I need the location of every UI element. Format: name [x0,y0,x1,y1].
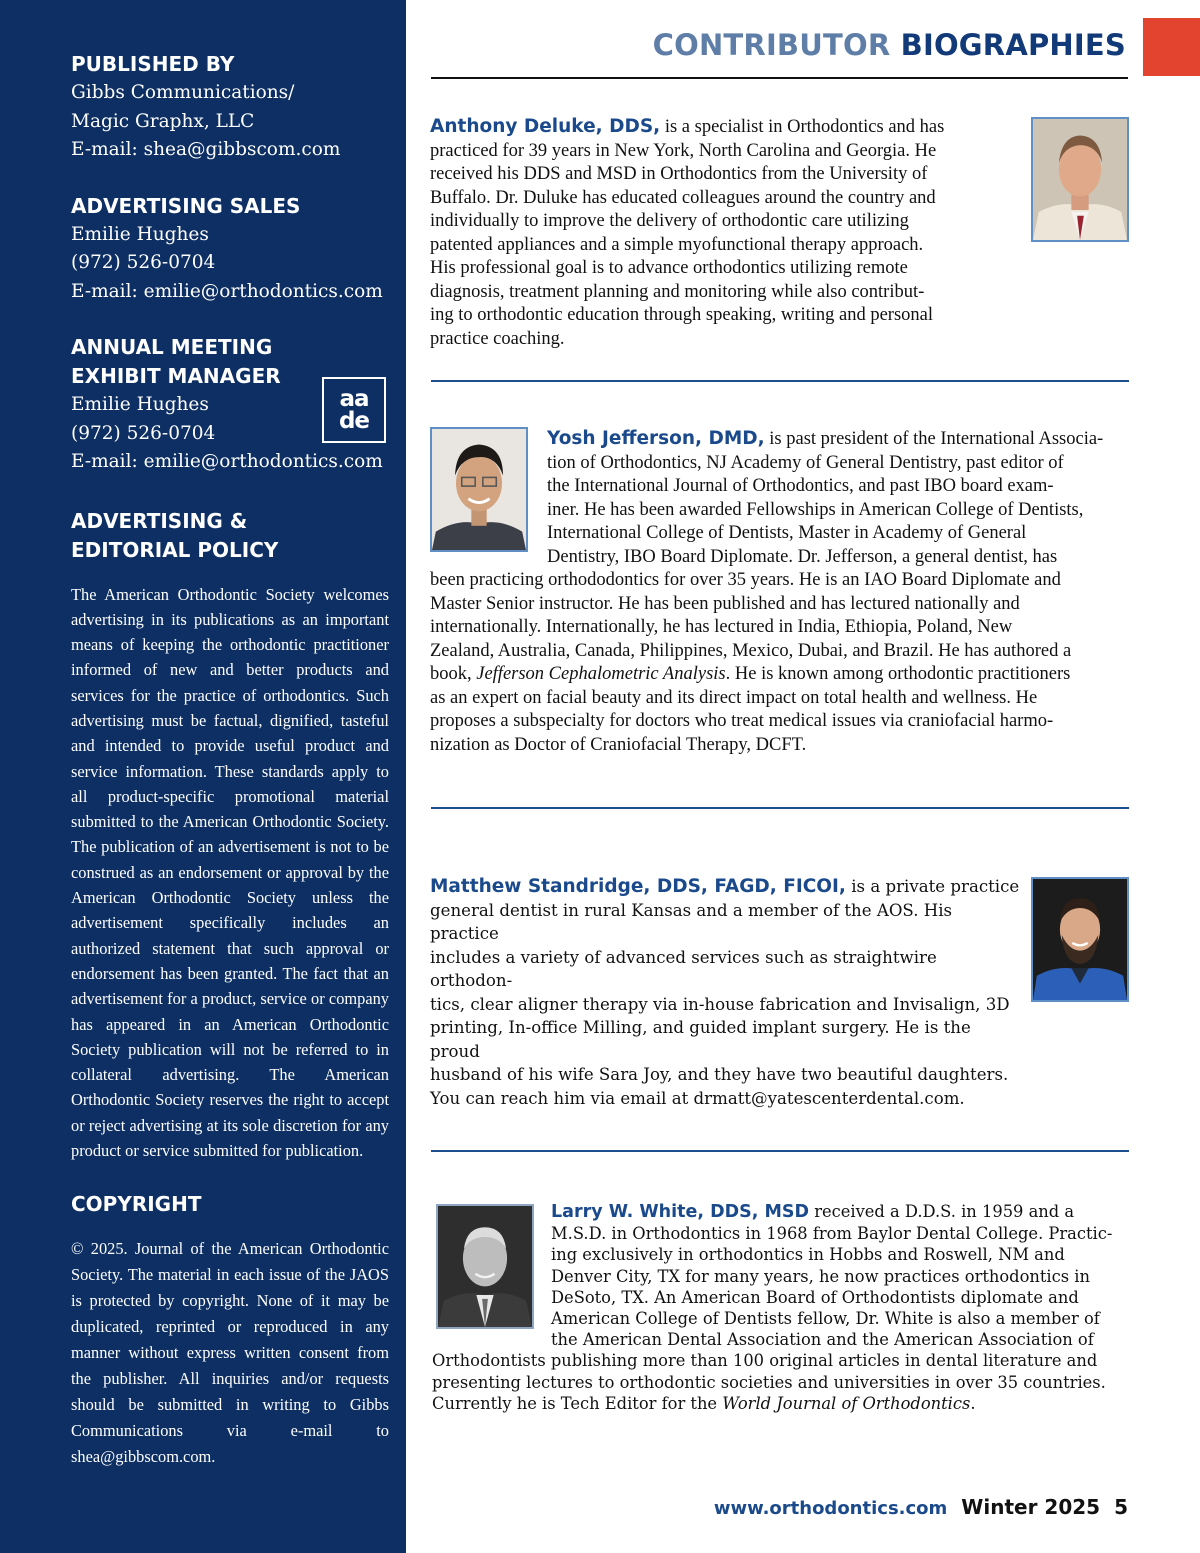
portrait-photo [1031,117,1129,242]
bio-name: Yosh Jefferson, DMD, [547,428,765,449]
copyright-text: © 2025. Journal of the American Orthodontic Society. The material in each issue of the JAOS is protected by copyright. None of it may be duplicated, reprinted or reproduced in any manner without express written consent from the publisher. All inquiries and/or requests should be submitted in writing to Gibbs Communications via e-mail to shea@gibbscom.com. [71,1239,389,1467]
issue-label: Winter 2025 [961,1495,1101,1519]
sales-contact-email[interactable]: E-mail: emilie@orthodontics.com [71,280,383,302]
logo-text: aa [339,386,369,412]
publisher-line: Gibbs Communications/ [71,82,295,103]
bio-text-line: ing to orthodontic education through speaking, writing and personal [430,305,933,325]
policy-text: The American Orthodontic Society welcomes advertising in its publications as an important means of keeping the orthodontic practitioner informed of new and better products and services for the practice of orthodontics. Such advertising must be factual, dignified, tasteful and intended to provide useful product and service information. These standards apply to all product-specific promotional material submitted to the American Orthodontic Society. The publication of an advertisement is not to be construed as an endorsement or approval by the American Orthodontic Society unless the advertisement specifically includes an authorized statement that such approval or endorsement has been granted. The fact that an advertisement for a product, service or company has appeared in an American Orthodontic Society publication will not be referred to in collateral advertising. The American Orthodontic Society reserves the right to accept or reject advertising at its sole discretion for any product or service submitted for publication. [71,584,389,1161]
bio-name: Anthony Deluke, DDS, [430,116,661,137]
section-color-tab [1143,18,1200,76]
page-title [653,26,1126,64]
bio-text-line: patented appliances and a simple myofunctional therapy approach. [430,234,924,255]
bio-text-line: is past president of the International Associa- [764,429,1104,449]
bio-divider [431,380,1129,382]
bio-text-line: practiced for 39 years in New York, North Carolina and Georgia. He [430,140,937,161]
aade-logo [322,377,386,443]
bio-text-line: is a private practice [845,877,1020,896]
bio-text-line: International College of Dentists, Master in Academy of General [547,523,1027,543]
bio-divider [431,1150,1129,1152]
bio-text-line: Zealand, Australia, Canada, Philippines, Mexico, Dubai, and Brazil. He has authored a [430,640,1072,661]
bio-text-line: Buffalo. Dr. Duluke has educated colleagues around the country and [430,187,936,208]
bio-text-line: general dentist in rural Kansas and a member of the AOS. His practice [430,900,953,943]
bio-text-line: nization as Doctor of Craniofacial Therapy, DCFT. [430,734,807,755]
exhibit-contact-name: Emilie Hughes [71,394,209,415]
bio-name: Matthew Standridge, DDS, FAGD, FICOI, [430,876,846,897]
journal-title: World Journal of Orthodontics [722,1393,971,1413]
bio-larry-white [432,1201,1132,1414]
bio-text-line: Orthodontists publishing more than 100 original articles in dental literature and [432,1351,1098,1371]
bio-text-line: tics, clear aligner therapy via in-house fabrication and Invisalign, 3D [430,994,1010,1014]
bio-text-line: practice coaching. [430,328,565,349]
bio-text: Currently he is Tech Editor for the [432,1393,723,1413]
bio-text-line: includes a variety of advanced services such as straightwire orthodon- [430,947,937,990]
bio-text-line: husband of his wife Sara Joy, and they have two beautiful daughters. [430,1065,1009,1084]
bio-text-line: proposes a subspecialty for doctors who treat medical issues via craniofacial harmo- [430,711,1054,731]
published-by-heading: PUBLISHED BY [71,52,235,76]
policy-heading: ADVERTISING & [71,508,248,533]
bio-text-line: received a D.D.S. in 1959 and a [809,1202,1075,1221]
copyright-heading: COPYRIGHT [71,1192,202,1217]
bio-text-line: Denver City, TX for many years, he now practices orthodontics in [551,1266,1090,1286]
bio-text-line: Master Senior instructor. He has been published and has lectured nationally and [430,593,1020,614]
bio-text-line: internationally. Internationally, he has lectured in India, Ethiopia, Poland, New [430,617,1013,637]
publisher-line: Magic Graphx, LLC [71,110,255,132]
page-title-part1: CONTRIBUTOR [652,28,891,62]
bio-text-line: You can reach him via email at drmatt@yatescenterdental.com. [430,1088,965,1108]
exhibit-manager-heading: EXHIBIT MANAGER [71,364,281,388]
bio-text-line: is a specialist in Orthodontics and has [660,117,945,137]
publisher-email[interactable]: E-mail: shea@gibbscom.com [71,139,341,160]
sales-contact-phone: (972) 526-0704 [71,252,216,273]
bio-anthony-deluke [430,115,1020,351]
bio-text-line: tion of Orthodontics, NJ Academy of General Dentistry, past editor of [547,452,1064,473]
bio-text-line: M.S.D. in Orthodontics in 1968 from Baylor Dental College. Practic- [551,1224,1113,1244]
bio-text-line: printing, In-office Milling, and guided implant surgery. He is the proud [430,1018,971,1061]
page-footer [714,1495,1128,1519]
sidebar-content [71,50,389,1470]
bio-text-line: individually to improve the delivery of orthodontic care utilizing [430,211,909,231]
bio-text-line: received his DDS and MSD in Orthodontics from the University of [430,164,928,184]
bio-divider [431,807,1129,809]
page-title-part2: BIOGRAPHIES [900,28,1126,62]
bio-text-line: DeSoto, TX. An American Board of Orthodontists diplomate and [551,1287,1079,1307]
bio-text-line: Dentistry, IBO Board Diplomate. Dr. Jefferson, a general dentist, has [547,546,1058,567]
bio-text-line: iner. He has been awarded Fellowships in American College of Dentists, [547,499,1084,520]
bio-text-line: as an expert on facial beauty and its direct impact on total health and wellness. He [430,687,1038,708]
advertising-sales-heading: ADVERTISING SALES [71,193,301,218]
bio-name: Larry W. White, DDS, MSD [551,1202,810,1222]
bio-text: book, [430,664,477,684]
page-number: 5 [1114,1495,1128,1519]
bio-text-line: His professional goal is to advance orthodontics utilizing remote [430,258,908,278]
portrait-photo [1031,877,1129,1002]
sales-contact-name: Emilie Hughes [71,223,209,245]
bio-yosh-jefferson [430,427,1135,757]
bio-text-line: ing exclusively in orthodontics in Hobbs and Roswell, NM and [551,1245,1065,1265]
exhibit-manager-heading: ANNUAL MEETING [71,335,273,359]
bio-text-line: the International Journal of Orthodontics, and past IBO board exam- [547,476,1054,496]
exhibit-contact-email[interactable]: E-mail: emilie@orthodontics.com [71,451,383,472]
bio-matthew-standridge [430,875,1020,1110]
header-divider [431,77,1128,79]
website-link[interactable]: www.orthodontics.com [713,1498,948,1519]
bio-text-line: the American Dental Association and the American Association of [551,1330,1094,1350]
sidebar-masthead [0,0,406,1553]
bio-text-line: diagnosis, treatment planning and monitoring while also contribut- [430,281,925,302]
bio-text-line: presenting lectures to orthodontic societies and universities in over 35 countries. [432,1372,1106,1392]
bio-text: . [970,1393,976,1413]
exhibit-contact-phone: (972) 526-0704 [71,422,216,444]
bio-text-line: been practicing orthododontics for over 35 years. He is an IAO Board Diplomate and [430,570,1061,590]
policy-heading: EDITORIAL POLICY [71,537,279,562]
bio-text-line: American College of Dentists fellow, Dr. White is also a member of [551,1309,1100,1329]
bio-text: . He is known among orthodontic practitioners [725,664,1071,684]
book-title: Jefferson Cephalometric Analysis [476,664,726,684]
logo-text: de [338,408,370,434]
